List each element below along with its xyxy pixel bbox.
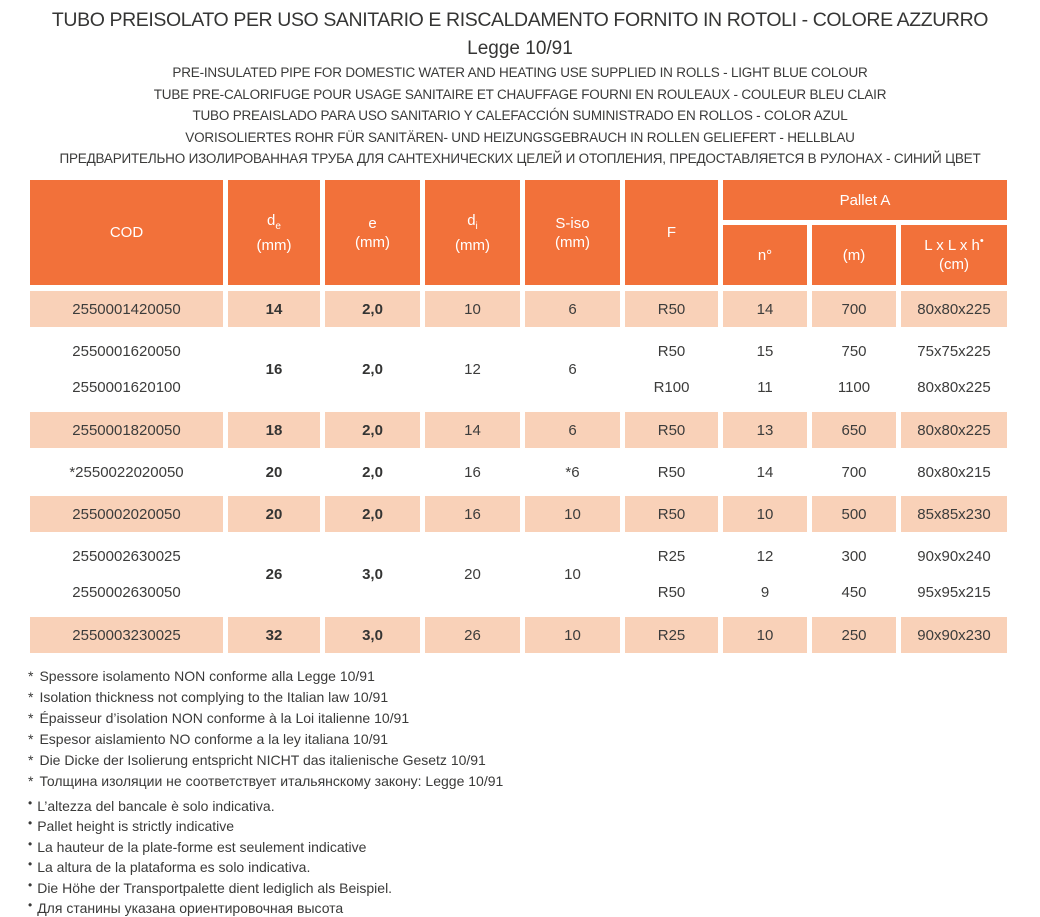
header-e-unit: (mm) xyxy=(355,233,390,251)
cell-de: 18 xyxy=(228,412,320,448)
cell-siso: 6 xyxy=(525,412,620,448)
cell-pallet-count xyxy=(723,538,807,611)
cell-pallet-meters xyxy=(812,291,896,327)
cell-de: 14 xyxy=(228,291,320,327)
cell-pallet-count xyxy=(723,412,807,448)
footnote-star-line xyxy=(28,708,503,729)
subtitle-line: ПРЕДВАРИТЕЛЬНО ИЗОЛИРОВАННАЯ ТРУБА ДЛЯ САНТЕХНИЧЕСКИХ ЦЕЛЕЙ И ОТОПЛЕНИЯ, ПРЕДОСТАВЛЯЕТСЯ В РУЛОНАХ - СИНИЙ ЦВЕТ xyxy=(59,151,981,166)
cod-value: 2550001620100 xyxy=(72,379,181,397)
table-row xyxy=(30,454,1007,490)
footnote-text: Die Höhe der Transportpalette dient lediglich als Beispiel. xyxy=(37,879,393,896)
footnote-text: Pallet height is strictly indicative xyxy=(37,818,235,835)
cell-de: 32 xyxy=(228,617,320,653)
cell-e: 2,0 xyxy=(362,463,383,481)
cell-pallet-meters-value: 450 xyxy=(841,584,867,602)
header-f-label: F xyxy=(666,224,677,241)
header-pallet-count-label: n° xyxy=(757,246,773,264)
header-cod xyxy=(30,180,223,285)
cell-pallet-dimensions xyxy=(901,538,1007,611)
cell-cod xyxy=(30,333,223,406)
footnote-star-line xyxy=(28,687,503,708)
footnote-text: Для станины указана ориентировочная высота xyxy=(37,900,344,917)
cell-de: 20 xyxy=(228,496,320,532)
footnote-text: Espesor aislamiento NO conforme a la ley italiana 10/91 xyxy=(39,731,389,747)
footnote-marker: * xyxy=(28,689,34,705)
cell-e: 2,0 xyxy=(362,361,383,378)
footnote-dot-line xyxy=(28,877,392,897)
header-pallet-dimensions xyxy=(901,225,1007,285)
header-pallet-a xyxy=(723,180,1007,220)
header-pallet-meters xyxy=(812,225,896,285)
cell-pallet-meters xyxy=(812,617,896,653)
footnote-dot-line xyxy=(28,795,392,815)
cell-cod xyxy=(30,291,223,327)
table-row xyxy=(30,412,1007,448)
cell-f xyxy=(625,333,718,406)
cell-de: 26 xyxy=(265,566,283,583)
cod-value: 2550002020050 xyxy=(72,505,181,523)
cell-pallet-meters xyxy=(812,333,896,406)
cell-f-value: R25 xyxy=(657,547,686,565)
cell-f xyxy=(625,454,718,490)
cell-pallet-count-value: 12 xyxy=(756,547,774,565)
cell-pallet-dimensions xyxy=(901,454,1007,490)
footnote-text: La hauteur de la plate-forme est seulement indicative xyxy=(37,838,367,855)
cell-di: 16 xyxy=(464,463,481,481)
cell-pallet-dimensions-value: 80x80x215 xyxy=(917,463,991,481)
footnote-star-line xyxy=(28,750,503,771)
cell-pallet-meters xyxy=(812,454,896,490)
subtitle-line: VORISOLIERTES ROHR FÜR SANITÄREN- UND HEIZUNGSGEBRAUCH IN ROLLEN GELIEFERT - HELLBLAU xyxy=(185,129,855,145)
cell-cod xyxy=(30,454,223,490)
cell-pallet-dimensions-value: 90x90x240 xyxy=(917,547,991,565)
cell-di: 10 xyxy=(425,291,520,327)
table-body xyxy=(30,291,1007,653)
cell-f-value: R50 xyxy=(657,505,686,523)
cell-pallet-meters-value: 300 xyxy=(841,547,867,565)
footnote-dot-line xyxy=(28,815,392,835)
cell-di: 14 xyxy=(425,412,520,448)
header-di-symbol: $d_i$ xyxy=(467,211,478,232)
cell-pallet-dimensions xyxy=(901,617,1007,653)
cell-f xyxy=(625,412,718,448)
footnote-text: Isolation thickness not complying to the Italian law 10/91 xyxy=(39,689,389,705)
footnote-text: La altura de la plataforma es solo indicativa. xyxy=(37,859,311,876)
cod-value: 2550001420050 xyxy=(72,300,181,318)
footnote-marker: • xyxy=(28,857,33,872)
cell-siso: 6 xyxy=(525,291,620,327)
cell-e: 2,0 xyxy=(325,291,420,327)
footnote-text: Die Dicke der Isolierung entspricht NICHT das italienische Gesetz 10/91 xyxy=(39,752,486,768)
cell-pallet-count xyxy=(723,496,807,532)
footnote-marker: * xyxy=(28,668,34,684)
header-siso xyxy=(525,180,620,285)
footnote-dot-line xyxy=(28,856,392,876)
cell-f xyxy=(625,496,718,532)
footnote-star-line xyxy=(28,729,503,750)
cell-de: 16 xyxy=(265,361,283,378)
cod-value: 2550002630050 xyxy=(72,584,181,602)
footnote-dot-line xyxy=(28,836,392,856)
cell-pallet-dimensions-value: 90x90x230 xyxy=(917,626,991,644)
cell-pallet-dimensions-value: 75x75x225 xyxy=(917,342,991,360)
header-pallet-a-label: Pallet A xyxy=(839,191,891,209)
cell-pallet-count-value: 14 xyxy=(756,300,774,318)
cell-f-value: R25 xyxy=(657,626,686,644)
subtitle-line: TUBE PRE-CALORIFUGE POUR USAGE SANITAIRE ET CHAUFFAGE FOURNI EN ROULEAUX - COULEUR BLEU CLAIR xyxy=(153,86,887,102)
cell-pallet-count-value: 9 xyxy=(760,584,770,602)
footnote-text: Spessore isolamento NON conforme alla Legge 10/91 xyxy=(39,668,375,684)
page-title-law: Legge 10/91 xyxy=(467,38,573,59)
cell-pallet-dimensions-value: 85x85x230 xyxy=(917,505,991,523)
cell-pallet-dimensions-value: 80x80x225 xyxy=(917,379,991,397)
cell-f-value: R50 xyxy=(657,342,686,360)
header-siso-unit: (mm) xyxy=(555,233,590,251)
cell-cod xyxy=(30,538,223,611)
table-row xyxy=(30,333,1007,406)
header-pallet-meters-label: (m) xyxy=(842,246,866,264)
footnote-marker: * xyxy=(28,752,34,768)
cell-di: 26 xyxy=(425,617,520,653)
cell-pallet-meters-value: 500 xyxy=(841,505,867,523)
cell-pallet-meters-value: 700 xyxy=(841,300,867,318)
header-lxlxh-symbol: L x L x h• xyxy=(924,235,984,254)
cell-siso: 10 xyxy=(525,617,620,653)
header-siso-symbol: S-iso xyxy=(555,214,590,232)
subtitle-lines xyxy=(0,62,1040,170)
table-row xyxy=(30,538,1007,611)
footnote-text: Épaisseur d’isolation NON conforme à la Loi italienne 10/91 xyxy=(39,710,410,726)
page-title: TUBO PREISOLATO PER USO SANITARIO E RISCALDAMENTO FORNITO IN ROTOLI - COLORE AZZURRO xyxy=(51,9,989,31)
footnote-star-line xyxy=(28,666,503,687)
cell-pallet-count-value: 10 xyxy=(756,505,774,523)
cell-pallet-meters-value: 250 xyxy=(841,626,867,644)
header-pallet-count xyxy=(723,225,807,285)
header-de-symbol: $d_e$ xyxy=(267,211,281,232)
cell-di: 16 xyxy=(425,496,520,532)
cell-siso: 10 xyxy=(525,496,620,532)
footnote-text: Толщина изоляции не соответствует итальянскому закону: Legge 10/91 xyxy=(39,773,504,789)
cell-siso: 6 xyxy=(568,361,577,378)
cell-pallet-count xyxy=(723,454,807,490)
footnote-marker: * xyxy=(28,710,34,726)
cell-cod xyxy=(30,496,223,532)
cell-f-value: R50 xyxy=(657,421,686,439)
cell-pallet-count-value: 15 xyxy=(756,342,774,360)
footnote-marker: • xyxy=(28,816,33,831)
cell-pallet-dimensions-value: 80x80x225 xyxy=(917,300,991,318)
cell-siso: *6 xyxy=(565,463,580,481)
header-di-unit: (mm) xyxy=(455,236,490,254)
cell-f xyxy=(625,291,718,327)
cod-value: 2550001820050 xyxy=(72,421,181,439)
cell-pallet-meters xyxy=(812,538,896,611)
cell-pallet-count-value: 14 xyxy=(756,463,774,481)
cell-cod xyxy=(30,412,223,448)
cell-f-value: R50 xyxy=(657,463,686,481)
footnote-text: L’altezza del bancale è solo indicativa. xyxy=(37,798,275,814)
cell-pallet-count-value: 11 xyxy=(757,379,773,397)
spec-table xyxy=(30,180,1007,653)
header-e xyxy=(325,180,420,285)
cell-pallet-count xyxy=(723,291,807,327)
cell-pallet-count-value: 10 xyxy=(756,626,774,644)
cell-e: 3,0 xyxy=(325,617,420,653)
cell-f-value: R50 xyxy=(657,584,686,602)
footnote-star-line xyxy=(28,771,503,792)
subtitle-line: TUBO PREAISLADO PARA USO SANITARIO Y CALEFACCIÓN SUMINISTRADO EN ROLLOS - COLOR AZUL xyxy=(192,108,848,123)
cell-pallet-meters-value: 750 xyxy=(841,342,867,360)
header-lxlxh-unit: (cm) xyxy=(939,256,969,273)
cod-value: 2550003230025 xyxy=(72,626,181,644)
cell-pallet-meters-value: 700 xyxy=(841,463,867,481)
cell-pallet-dimensions xyxy=(901,412,1007,448)
header-cod-label: COD xyxy=(109,224,144,241)
cell-pallet-dimensions xyxy=(901,333,1007,406)
header-f xyxy=(625,180,718,285)
cell-pallet-meters-value: 1100 xyxy=(837,379,871,397)
cod-value: *2550022020050 xyxy=(69,463,184,481)
cell-de: 20 xyxy=(265,463,283,481)
table-row xyxy=(30,617,1007,653)
header-di xyxy=(425,180,520,285)
footnote-marker: • xyxy=(28,877,33,892)
footnotes-isolation xyxy=(28,666,503,792)
cell-e: 2,0 xyxy=(325,412,420,448)
footnote-marker: * xyxy=(28,731,34,747)
cell-f-value: R100 xyxy=(653,379,690,397)
footnote-marker: * xyxy=(28,773,34,789)
cod-value: 2550002630025 xyxy=(72,547,181,565)
cell-pallet-dimensions-value: 95x95x215 xyxy=(917,584,991,602)
cell-siso: 10 xyxy=(564,566,581,583)
footnote-marker: • xyxy=(28,836,33,851)
cod-value: 2550001620050 xyxy=(72,342,181,360)
cell-pallet-count xyxy=(723,617,807,653)
cell-pallet-dimensions xyxy=(901,291,1007,327)
cell-pallet-meters xyxy=(812,412,896,448)
cell-f xyxy=(625,538,718,611)
cell-e: 2,0 xyxy=(325,496,420,532)
cell-pallet-count-value: 13 xyxy=(756,421,774,439)
title-block xyxy=(0,0,1040,170)
cell-cod xyxy=(30,617,223,653)
cell-pallet-dimensions xyxy=(901,496,1007,532)
header-de xyxy=(228,180,320,285)
table-header xyxy=(30,180,1007,285)
cell-di: 20 xyxy=(464,566,481,583)
cell-f-value: R50 xyxy=(657,300,686,318)
cell-f xyxy=(625,617,718,653)
cell-di: 12 xyxy=(464,361,481,378)
cell-pallet-dimensions-value: 80x80x225 xyxy=(917,421,991,439)
header-e-symbol: e xyxy=(368,214,377,232)
cell-pallet-count xyxy=(723,333,807,406)
footnote-marker: • xyxy=(28,796,33,810)
table-row xyxy=(30,496,1007,532)
cell-e: 3,0 xyxy=(362,566,383,583)
subtitle-line: PRE-INSULATED PIPE FOR DOMESTIC WATER AND HEATING USE SUPPLIED IN ROLLS - LIGHT BLUE COLOUR xyxy=(172,65,868,80)
cell-pallet-meters xyxy=(812,496,896,532)
cell-pallet-meters-value: 650 xyxy=(841,421,867,439)
footnote-dot-line xyxy=(28,897,392,917)
table-row xyxy=(30,291,1007,327)
header-de-unit: (mm) xyxy=(256,236,292,254)
footnote-marker: • xyxy=(28,898,33,913)
